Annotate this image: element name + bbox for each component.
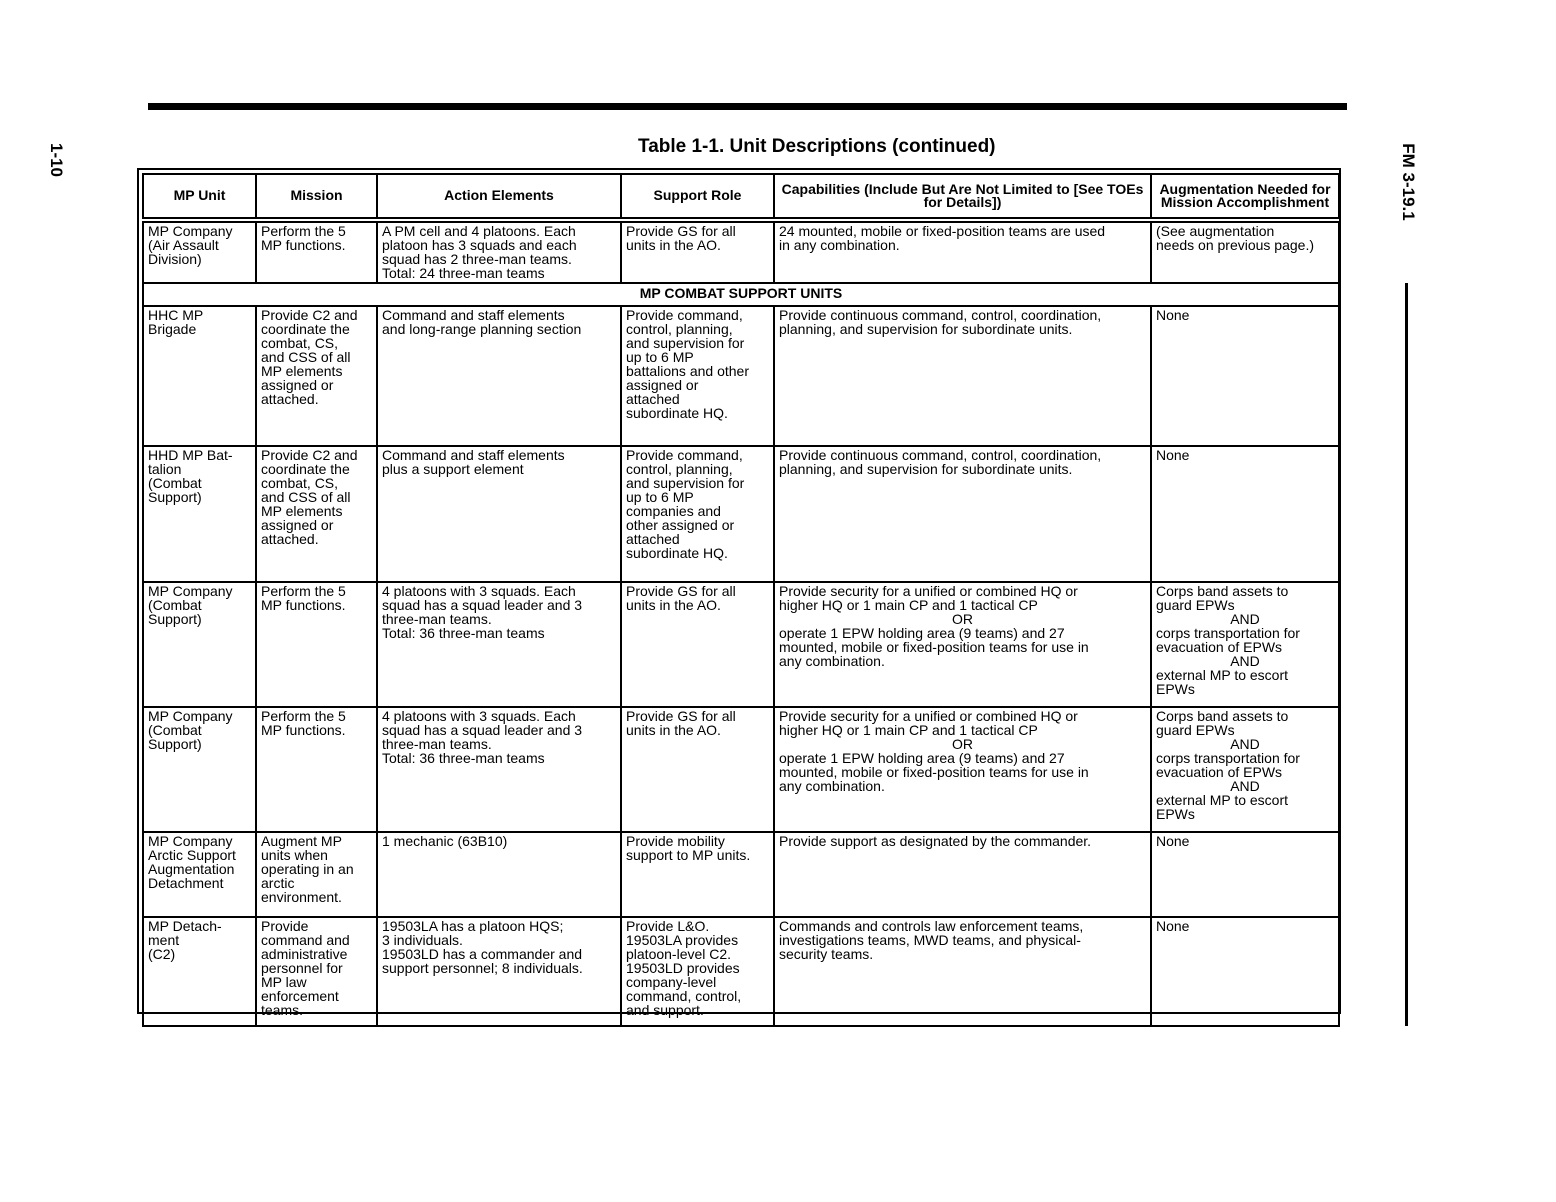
cell-line: attached (626, 531, 680, 547)
support-cell (621, 917, 774, 1026)
cell-line: attached. (261, 531, 319, 547)
augmentation-cell (1151, 582, 1339, 707)
cell-line: Total: 36 three-man teams (382, 750, 545, 766)
cell-line: command, control, (626, 988, 742, 1004)
cell-line: Augment MP (261, 833, 342, 849)
cell-line: MP Detach- (148, 918, 222, 934)
cell-line: (Air Assault (148, 237, 219, 253)
top-rule (148, 103, 1347, 110)
cell-line: HHD MP Bat- (148, 447, 233, 463)
cell-line: guard EPWs (1156, 597, 1235, 613)
cell-line: external MP to escort (1156, 792, 1289, 808)
cell-line: companies and (626, 503, 721, 519)
cell-line: operate 1 EPW holding area (9 teams) and 27 (779, 750, 1065, 766)
support-cell (621, 222, 774, 283)
cell-line: Total: 36 three-man teams (382, 625, 545, 641)
cell-line: Commands and controls law enforcement teams, (779, 918, 1084, 934)
cell-line: EPWs (1156, 806, 1195, 822)
cell-line: MP elements (261, 363, 343, 379)
cell-line: support personnel; 8 individuals. (382, 960, 583, 976)
cell-line: units in the AO. (626, 722, 721, 738)
section-heading-row (143, 283, 1339, 306)
action-cell (377, 306, 621, 446)
cell-line: MP elements (261, 503, 343, 519)
cell-line: OR (952, 736, 973, 752)
capabilities-cell (774, 306, 1151, 446)
cell-line: AND (1230, 736, 1260, 752)
cell-line: MP functions. (261, 597, 346, 613)
cell-line: command and (261, 932, 350, 948)
cell-line: Provide command, (626, 307, 743, 323)
cell-line: Provide C2 and (261, 447, 358, 463)
capabilities-cell (774, 582, 1151, 707)
cell-line: Provide security for a unified or combined HQ or (779, 583, 1078, 599)
cell-line: assigned or (261, 517, 334, 533)
table-row (143, 306, 1339, 446)
cell-line: investigations teams, MWD teams, and physical- (779, 932, 1081, 948)
capabilities-cell (774, 446, 1151, 582)
cell-line: ment (148, 932, 180, 948)
cell-line: MP Company (148, 708, 233, 724)
cell-line: guard EPWs (1156, 722, 1235, 738)
support-cell (621, 446, 774, 582)
unit-cell (143, 707, 256, 832)
cell-line: None (1156, 447, 1190, 463)
cell-line: corps transportation for (1156, 625, 1300, 641)
augmentation-cell (1151, 222, 1339, 283)
cell-line: and supervision for (626, 335, 745, 351)
cell-line: Augmentation (148, 861, 235, 877)
cell-line: Support) (148, 736, 202, 752)
cell-line: 24 mounted, mobile or fixed-position teams are used (779, 223, 1106, 239)
unit-cell (143, 832, 256, 917)
cell-line: 19503LD has a commander and (382, 946, 583, 962)
cell-line: platoon has 3 squads and each (382, 237, 577, 253)
cell-line: squad has 2 three-man teams. (382, 251, 572, 267)
mission-cell (256, 222, 377, 283)
cell-line: operate 1 EPW holding area (9 teams) and 27 (779, 625, 1065, 641)
capabilities-cell (774, 832, 1151, 917)
cell-line: Provide command, (626, 447, 743, 463)
cell-line: MP Company (148, 833, 233, 849)
table-title: Table 1-1. Unit Descriptions (continued) (638, 136, 996, 157)
cell-line: Command and staff elements (382, 447, 565, 463)
augmentation-cell (1151, 707, 1339, 832)
unit-cell (143, 222, 256, 283)
cell-line: subordinate HQ. (626, 405, 728, 421)
cell-line: None (1156, 307, 1190, 323)
cell-line: Detachment (148, 875, 224, 891)
cell-line: MP Company (148, 223, 233, 239)
capabilities-cell (774, 707, 1151, 832)
cell-line: other assigned or (626, 517, 735, 533)
cell-line: evacuation of EPWs (1156, 639, 1283, 655)
cell-line: arctic (261, 875, 295, 891)
cell-line: and support. (626, 1002, 704, 1018)
cell-line: Provide L&O. (626, 918, 710, 934)
cell-line: needs on previous page.) (1156, 237, 1314, 253)
header-cell: MP Unit (143, 174, 256, 218)
cell-line: plus a support element (382, 461, 524, 477)
header-cell: Augmentation Needed for Mission Accomplishment (1151, 174, 1339, 218)
table-row (143, 582, 1339, 707)
action-cell (377, 222, 621, 283)
cell-line: Provide C2 and (261, 307, 358, 323)
cell-line: 19503LD provides (626, 960, 740, 976)
cell-line: coordinate the (261, 461, 350, 477)
cell-line: Perform the 5 (261, 708, 346, 724)
action-cell (377, 446, 621, 582)
cell-line: Division) (148, 251, 202, 267)
augmentation-cell (1151, 306, 1339, 446)
cell-line: company-level (626, 974, 717, 990)
cell-line: EPWs (1156, 681, 1195, 697)
mission-cell (256, 446, 377, 582)
cell-line: squad has a squad leader and 3 (382, 722, 583, 738)
cell-line: A PM cell and 4 platoons. Each (382, 223, 576, 239)
cell-line: MP law (261, 974, 307, 990)
cell-line: MP Company (148, 583, 233, 599)
unit-cell (143, 306, 256, 446)
cell-line: Provide security for a unified or combined HQ or (779, 708, 1078, 724)
cell-line: up to 6 MP (626, 349, 694, 365)
mission-cell (256, 582, 377, 707)
augmentation-cell (1151, 446, 1339, 582)
cell-line: corps transportation for (1156, 750, 1300, 766)
cell-line: assigned or (261, 377, 334, 393)
cell-line: platoon-level C2. (626, 946, 732, 962)
cell-line: units when (261, 847, 328, 863)
cell-line: MP functions. (261, 722, 346, 738)
cell-line: talion (148, 461, 182, 477)
cell-line: Support) (148, 611, 202, 627)
cell-line: (Combat (148, 475, 202, 491)
section-heading: MP COMBAT SUPPORT UNITS (143, 283, 1339, 306)
mission-cell (256, 707, 377, 832)
cell-line: 4 platoons with 3 squads. Each (382, 583, 576, 599)
cell-line: Brigade (148, 321, 197, 337)
augmentation-cell (1151, 832, 1339, 917)
header-cell: Capabilities (Include But Are Not Limited to [See TOEs for Details]) (774, 174, 1151, 218)
cell-line: Perform the 5 (261, 583, 346, 599)
cell-line: attached (626, 391, 680, 407)
document-id: FM 3-19.1 (1399, 143, 1418, 221)
cell-line: (C2) (148, 946, 176, 962)
cell-line: AND (1230, 653, 1260, 669)
cell-line: three-man teams. (382, 611, 492, 627)
cell-line: Arctic Support (148, 847, 236, 863)
cell-line: Provide support as designated by the commander. (779, 833, 1092, 849)
cell-line: 19503LA provides (626, 932, 739, 948)
table-row (143, 832, 1339, 917)
cell-line: Corps band assets to (1156, 583, 1289, 599)
cell-line: Provide mobility (626, 833, 725, 849)
unit-cell (143, 446, 256, 582)
cell-line: evacuation of EPWs (1156, 764, 1283, 780)
support-cell (621, 707, 774, 832)
cell-line: any combination. (779, 778, 885, 794)
header-row (143, 174, 1339, 218)
cell-line: Support) (148, 489, 202, 505)
cell-line: 3 individuals. (382, 932, 463, 948)
action-cell (377, 582, 621, 707)
cell-line: up to 6 MP (626, 489, 694, 505)
cell-line: attached. (261, 391, 319, 407)
header-cell: Mission (256, 174, 377, 218)
cell-line: None (1156, 833, 1190, 849)
action-cell (377, 707, 621, 832)
unit-cell (143, 582, 256, 707)
cell-line: control, planning, (626, 461, 733, 477)
cell-line: Provide continuous command, control, coordination, (779, 307, 1102, 323)
cell-line: any combination. (779, 653, 885, 669)
cell-line: higher HQ or 1 main CP and 1 tactical CP (779, 597, 1038, 613)
cell-line: 19503LA has a platoon HQS; (382, 918, 564, 934)
cell-line: mounted, mobile or fixed-position teams for use in (779, 639, 1089, 655)
cell-line: Provide continuous command, control, coordination, (779, 447, 1102, 463)
cell-line: battalions and other (626, 363, 749, 379)
cell-line: control, planning, (626, 321, 733, 337)
cell-line: coordinate the (261, 321, 350, 337)
cell-line: OR (952, 611, 973, 627)
cell-line: planning, and supervision for subordinate units. (779, 321, 1073, 337)
cell-line: Corps band assets to (1156, 708, 1289, 724)
cell-line: HHC MP (148, 307, 204, 323)
cell-line: units in the AO. (626, 597, 721, 613)
cell-line: (Combat (148, 722, 202, 738)
cell-line: Total: 24 three-man teams (382, 265, 545, 281)
cell-line: (See augmentation (1156, 223, 1275, 239)
cell-line: three-man teams. (382, 736, 492, 752)
cell-line: environment. (261, 889, 342, 905)
capabilities-cell (774, 222, 1151, 283)
table-row (143, 446, 1339, 582)
cell-line: teams. (261, 1002, 304, 1018)
cell-line: 1 mechanic (63B10) (382, 833, 508, 849)
cell-line: AND (1230, 778, 1260, 794)
cell-line: administrative (261, 946, 348, 962)
mission-cell (256, 832, 377, 917)
cell-line: Provide GS for all (626, 223, 736, 239)
cell-line: support to MP units. (626, 847, 751, 863)
unit-cell (143, 917, 256, 1026)
augmentation-cell (1151, 917, 1339, 1026)
cell-line: personnel for (261, 960, 343, 976)
cell-line: subordinate HQ. (626, 545, 728, 561)
cell-line: mounted, mobile or fixed-position teams for use in (779, 764, 1089, 780)
cell-line: higher HQ or 1 main CP and 1 tactical CP (779, 722, 1038, 738)
cell-line: Provide (261, 918, 309, 934)
cell-line: and supervision for (626, 475, 745, 491)
cell-line: units in the AO. (626, 237, 721, 253)
table-row (143, 917, 1339, 1026)
mission-cell (256, 306, 377, 446)
cell-line: external MP to escort (1156, 667, 1289, 683)
cell-line: assigned or (626, 377, 699, 393)
cell-line: security teams. (779, 946, 874, 962)
cell-line: Command and staff elements (382, 307, 565, 323)
cell-line: (Combat (148, 597, 202, 613)
side-rule (1405, 283, 1408, 1026)
capabilities-cell (774, 917, 1151, 1026)
cell-line: enforcement (261, 988, 339, 1004)
cell-line: AND (1230, 611, 1260, 627)
cell-line: 4 platoons with 3 squads. Each (382, 708, 576, 724)
cell-line: operating in an (261, 861, 354, 877)
cell-line: in any combination. (779, 237, 900, 253)
cell-line: squad has a squad leader and 3 (382, 597, 583, 613)
support-cell (621, 582, 774, 707)
header-cell: Action Elements (377, 174, 621, 218)
action-cell (377, 832, 621, 917)
cell-line: combat, CS, (261, 475, 339, 491)
table-row (143, 707, 1339, 832)
cell-line: Provide GS for all (626, 583, 736, 599)
cell-line: None (1156, 918, 1190, 934)
cell-line: planning, and supervision for subordinate units. (779, 461, 1073, 477)
cell-line: Perform the 5 (261, 223, 346, 239)
cell-line: and CSS of all (261, 349, 351, 365)
cell-line: and CSS of all (261, 489, 351, 505)
cell-line: and long-range planning section (382, 321, 582, 337)
page-number: 1-10 (47, 142, 66, 178)
mission-cell (256, 917, 377, 1026)
unit-descriptions-table (142, 173, 1340, 1027)
cell-line: combat, CS, (261, 335, 339, 351)
support-cell (621, 306, 774, 446)
cell-line: MP functions. (261, 237, 346, 253)
header-cell: Support Role (621, 174, 774, 218)
cell-line: Provide GS for all (626, 708, 736, 724)
action-cell (377, 917, 621, 1026)
table-row (143, 222, 1339, 283)
support-cell (621, 832, 774, 917)
